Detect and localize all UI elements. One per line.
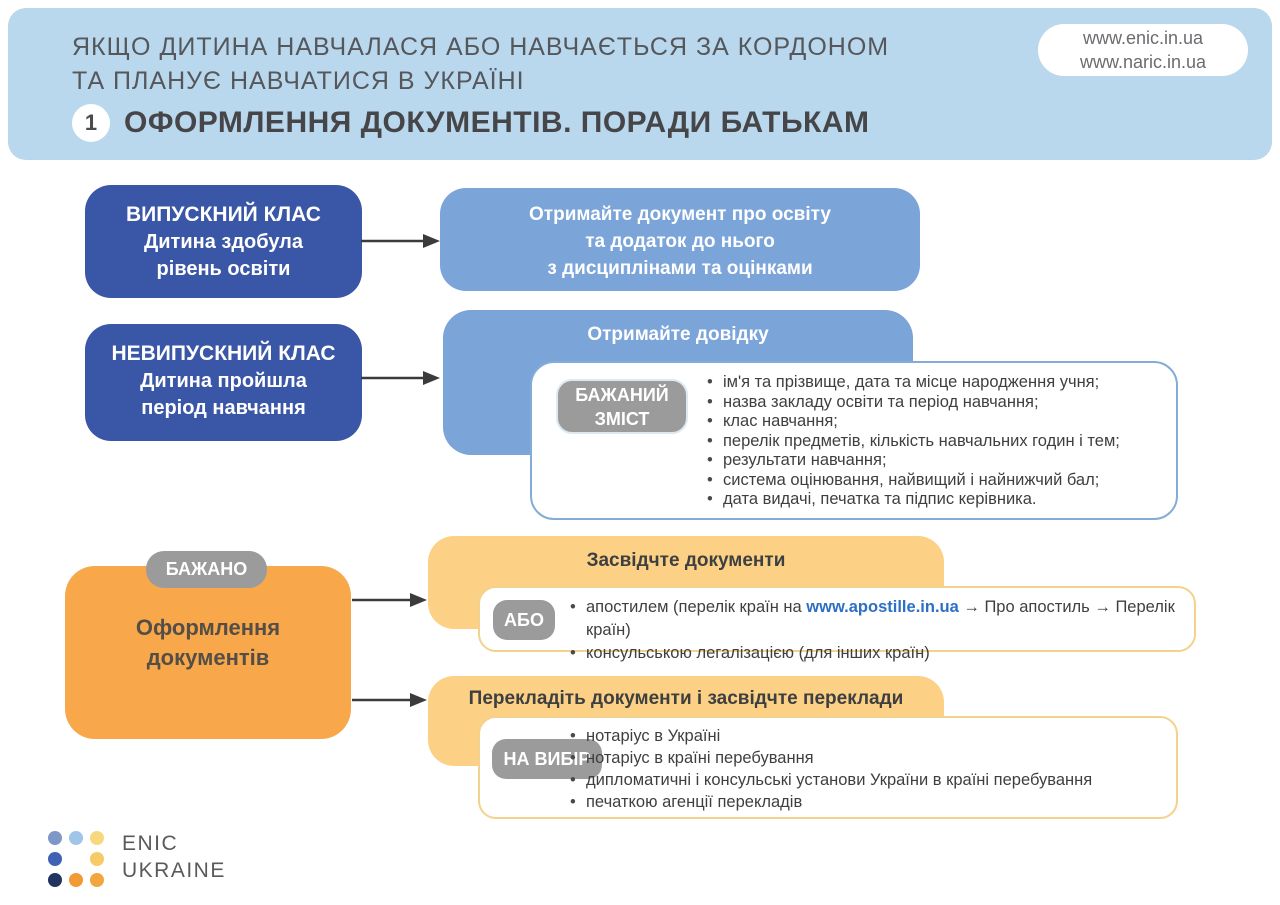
- certify-documents-title: Засвідчте документи: [586, 550, 786, 571]
- arrow-translate-icon: [352, 691, 428, 709]
- list-item: • ім'я та прізвище, дата та місце народження учня;: [707, 373, 1167, 393]
- translate-options-panel: [478, 716, 1178, 819]
- list-item: • перелік предметів, кількість навчальних годин і тем;: [707, 432, 1167, 452]
- arrow-certify-icon: [352, 591, 428, 609]
- arrow-row2-icon: [361, 369, 441, 387]
- desired-content-badge: [556, 379, 688, 434]
- header-subtitle-line1: ЯКЩО ДИТИНА НАВЧАЛАСЯ АБО НАВЧАЄТЬСЯ ЗА КОРДОНОМ: [72, 33, 890, 61]
- graduating-class-sub-line2: рівень освіти: [156, 258, 291, 280]
- arrow-row1-icon: [361, 232, 441, 250]
- translate-documents-title: Перекладіть документи і засвідчте переклади: [468, 688, 904, 709]
- or-badge-label: АБО: [504, 609, 544, 630]
- graduating-class-title: ВИПУСКНИЙ КЛАС: [126, 203, 321, 226]
- get-document-line2: та додаток до нього: [585, 231, 775, 252]
- graduating-class-sub: [85, 229, 362, 283]
- graduating-class-box: [85, 185, 362, 298]
- step-number: 1: [84, 110, 98, 135]
- title-row: [72, 104, 870, 142]
- non-graduating-sub-line1: Дитина пройшла: [140, 370, 307, 392]
- page-title: ОФОРМЛЕННЯ ДОКУМЕНТІВ. ПОРАДИ БАТЬКАМ: [124, 106, 870, 139]
- enic-logo-text: [122, 830, 226, 884]
- get-certificate-title: Отримайте довідку: [587, 324, 769, 345]
- desired-content-badge-line2: ЗМІСТ: [594, 408, 650, 429]
- non-graduating-class-title: НЕВИПУСКНИЙ КЛАС: [111, 342, 336, 365]
- website-links-pill: [1038, 24, 1248, 76]
- apostille-text-prefix: апостилем (перелік країн на: [586, 598, 807, 616]
- choice-badge-label: НА ВИБІР: [503, 748, 591, 769]
- get-document-text: [440, 201, 920, 282]
- translate-options-list: [570, 725, 1170, 813]
- logo-line1: ENIC: [122, 832, 179, 855]
- non-graduating-class-sub: [85, 368, 362, 422]
- enic-logo-icon: [48, 831, 104, 887]
- list-item: • консульською легалізацією (для інших країн): [570, 642, 1185, 665]
- paperwork-line2: документів: [146, 644, 270, 670]
- step-number-badge: [72, 104, 110, 142]
- list-item: • нотаріус в країні перебування: [570, 747, 1170, 769]
- list-item: • клас навчання;: [707, 412, 1167, 432]
- get-document-box: [440, 188, 920, 291]
- graduating-class-sub-line1: Дитина здобула: [143, 231, 304, 253]
- certificate-content-list: [707, 373, 1167, 510]
- header-subtitle: [72, 30, 889, 98]
- list-item: • система оцінювання, найвищий і найнижчий бал;: [707, 471, 1167, 491]
- list-item: • дата видачі, печатка та підпис керівника.: [707, 490, 1167, 510]
- get-document-line3: з дисциплінами та оцінками: [547, 258, 813, 279]
- logo-line2: UKRAINE: [122, 859, 226, 882]
- certificate-content-panel: [530, 361, 1178, 520]
- header-band: [8, 8, 1272, 160]
- or-badge: [493, 600, 555, 640]
- certify-options-panel: [478, 586, 1196, 662]
- apostille-text-suffix: → Про апостиль → Перелік країн): [586, 598, 1175, 639]
- apostille-url-link[interactable]: www.apostille.in.ua: [806, 598, 959, 616]
- list-item: • дипломатичні і консульські установи України в країні перебування: [570, 769, 1170, 791]
- enic-url-link[interactable]: www.enic.in.ua: [1082, 28, 1204, 48]
- desired-content-badge-line1: БАЖАНИЙ: [575, 384, 669, 405]
- list-item: • результати навчання;: [707, 451, 1167, 471]
- header-subtitle-line2: ТА ПЛАНУЄ НАВЧАТИСЯ В УКРАЇНІ: [72, 67, 525, 95]
- non-graduating-sub-line2: період навчання: [141, 397, 306, 419]
- desirable-badge-label: БАЖАНО: [165, 559, 248, 579]
- list-item: • назва закладу освіти та період навчання;: [707, 393, 1167, 413]
- list-item: • печаткою агенції перекладів: [570, 791, 1170, 813]
- desirable-badge: [146, 551, 267, 588]
- get-document-line1: Отримайте документ про освіту: [529, 204, 831, 225]
- paperwork-box: [65, 566, 351, 739]
- certify-options-list: [570, 596, 1185, 665]
- list-item: [570, 596, 1185, 642]
- non-graduating-class-box: [85, 324, 362, 441]
- naric-url-link[interactable]: www.naric.in.ua: [1079, 52, 1207, 72]
- list-item: • нотаріус в Україні: [570, 725, 1170, 747]
- paperwork-line1: Оформлення: [135, 614, 281, 640]
